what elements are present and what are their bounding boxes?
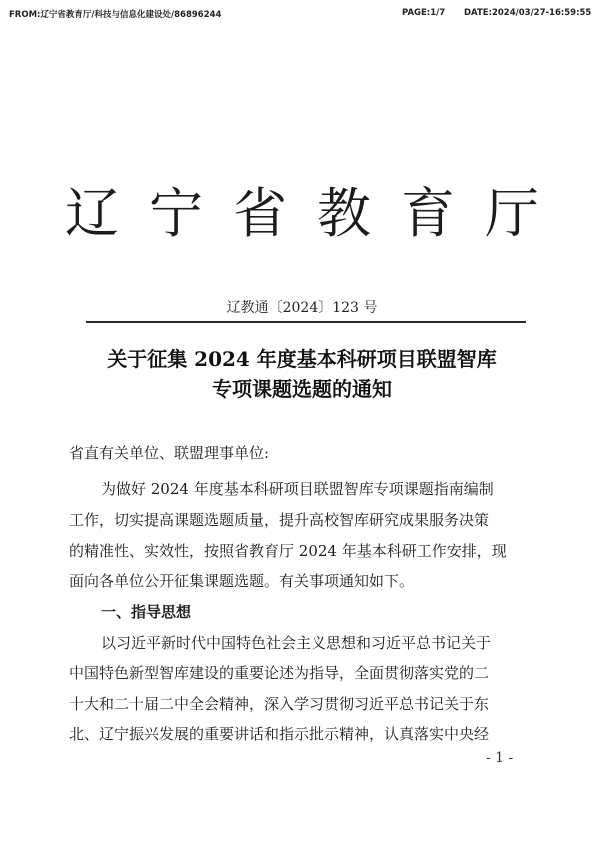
header-rule <box>86 321 526 323</box>
page-number: - 1 - <box>486 750 514 766</box>
paragraph-line: 工作，切实提高课题选题质量，提升高校智库研究成果服务决策 <box>69 511 490 529</box>
paragraph-line: 中国特色新型智库建设的重要论述为指导，全面贯彻落实党的二 <box>69 664 490 682</box>
paragraph-line: 十大和二十届二中全会精神，深入学习贯彻习近平总书记关于东 <box>69 695 490 713</box>
fax-from: FROM:辽宁省教育厅/科技与信息化建设处/86896244 <box>9 10 222 20</box>
fax-date: DATE:2024/03/27-16:59:55 <box>464 8 592 18</box>
section-heading: 一、指导思想 <box>101 603 192 621</box>
document-number: 辽教通〔2024〕123 号 <box>226 300 378 316</box>
paragraph-line: 为做好 2024 年度基本科研项目联盟智库专项课题指南编制 <box>101 480 494 498</box>
paragraph-line: 北、辽宁振兴发展的重要讲话和指示批示精神，认真落实中央经 <box>69 725 490 743</box>
organization-title: 辽宁省教育厅 <box>65 182 569 245</box>
paragraph-line: 以习近平新时代中国特色社会主义思想和习近平总书记关于 <box>101 634 492 652</box>
paragraph-line: 面向各单位公开征集课题选题。有关事项通知如下。 <box>69 572 415 590</box>
fax-header <box>9 8 590 22</box>
paragraph-line: 的精准性、实效性，按照省教育厅 2024 年基本科研工作安排，现 <box>69 542 507 560</box>
notice-title-line-2: 专项课题选题的通知 <box>212 377 392 401</box>
notice-title <box>0 344 604 404</box>
notice-title-line-1: 关于征集 2024 年度基本科研项目联盟智库 <box>107 347 497 371</box>
fax-page: PAGE:1/7 <box>402 8 446 18</box>
salutation: 省直有关单位、联盟理事单位: <box>69 444 270 462</box>
